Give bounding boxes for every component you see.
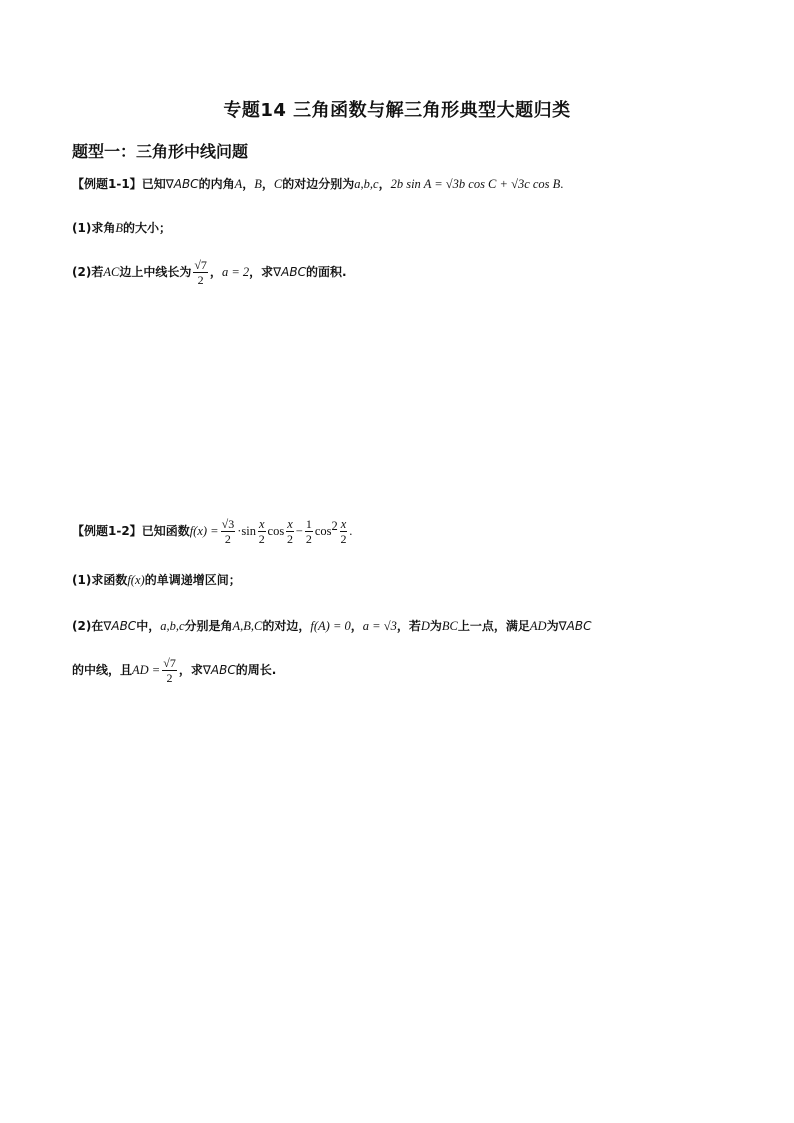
math-var: AC: [103, 265, 120, 279]
fraction-denominator: 2: [258, 532, 265, 546]
text: (1)求角: [72, 221, 116, 235]
math-var: a,b,c: [354, 177, 379, 191]
text: 的对边分别为: [282, 177, 355, 191]
text: (2)若: [72, 265, 104, 279]
text: ，: [261, 177, 274, 191]
math-var: D: [420, 619, 430, 633]
text: ，: [209, 265, 222, 279]
text: (2)在: [72, 619, 104, 633]
section-heading: 题型一：三角形中线问题: [72, 142, 249, 161]
triangle-symbol: ∇ABC: [202, 663, 236, 677]
text: 的大小；: [122, 221, 171, 235]
example-1-2-q1: [72, 570, 241, 590]
equation: f(A) = 0: [310, 619, 351, 633]
text: 分别是角: [184, 619, 233, 633]
function-expr: f(x): [127, 573, 145, 587]
math-var: B: [115, 221, 123, 235]
text: ，若: [396, 619, 421, 633]
text: 的周长.: [235, 663, 277, 677]
example-1-1-q1: [72, 218, 171, 238]
fraction: [162, 656, 177, 685]
text: 为: [429, 619, 442, 633]
fraction-numerator: √3: [221, 517, 235, 531]
fraction-denominator: 2: [166, 671, 173, 685]
example-1-2-q2-line1: [72, 616, 591, 636]
text: 的对边，: [262, 619, 311, 633]
text: 已知函数: [141, 524, 190, 538]
fraction-denominator: 2: [224, 532, 231, 546]
function-expr: f(x) =: [189, 524, 219, 538]
text: ，: [242, 177, 255, 191]
fraction: [193, 258, 208, 287]
text: ，求: [249, 265, 274, 279]
fraction-denominator: 2: [286, 532, 293, 546]
fraction: [340, 517, 348, 546]
fraction-numerator: x: [258, 517, 265, 531]
triangle-symbol: ∇ABC: [103, 619, 137, 633]
equation: a = √3: [362, 619, 397, 633]
text: 边上中线长为: [119, 265, 192, 279]
example-1-1-stem: [72, 174, 563, 194]
fraction: [221, 517, 236, 546]
math-var: B: [254, 177, 262, 191]
triangle-symbol: ∇ABC: [273, 265, 306, 279]
text: 为: [546, 619, 559, 633]
text: 的单调递增区间；: [144, 573, 241, 587]
math-var: C: [273, 177, 283, 191]
fraction-numerator: √7: [194, 258, 207, 272]
fraction-denominator: 2: [197, 273, 204, 287]
math-op: cos: [314, 524, 332, 538]
fraction: [305, 517, 313, 546]
fraction-numerator: 1: [305, 517, 312, 531]
example-tag: 【例题1-1】: [72, 177, 142, 191]
text: 已知: [141, 177, 166, 191]
equation: 2b sin A = √3b cos C + √3c cos B: [390, 177, 561, 191]
text: 的内角: [198, 177, 235, 191]
text: .: [560, 177, 564, 191]
math-op: ·sin: [237, 524, 256, 538]
page-title: 专题14 三角函数与解三角形典型大题归类: [223, 100, 571, 121]
text: 的面积.: [306, 265, 347, 279]
fraction-numerator: √7: [163, 656, 176, 670]
fraction-numerator: x: [340, 517, 347, 531]
fraction: [258, 517, 266, 546]
text: ，: [350, 619, 363, 633]
equation: AD =: [132, 663, 161, 677]
triangle-symbol: ∇ABC: [165, 177, 199, 191]
text: ，求: [178, 663, 203, 677]
math-var: A: [234, 177, 243, 191]
example-1-1-q2: [72, 258, 347, 287]
equation: a = 2: [221, 265, 250, 279]
text: (1)求函数: [72, 573, 128, 587]
text: 上一点，满足: [457, 619, 530, 633]
math-op: cos: [267, 524, 285, 538]
math-var: A,B,C: [232, 619, 263, 633]
fraction-denominator: 2: [340, 532, 347, 546]
fraction-denominator: 2: [305, 532, 312, 546]
math-var: BC: [441, 619, 458, 633]
example-1-2-q2-line2: [72, 656, 276, 685]
example-tag: 【例题1-2】: [72, 524, 142, 538]
text: 中，: [136, 619, 161, 633]
text: .: [349, 524, 353, 538]
triangle-symbol: ∇ABC: [558, 619, 592, 633]
math-var: a,b,c: [160, 619, 185, 633]
math-op: −: [295, 524, 303, 538]
text: 的中线，且: [72, 663, 133, 677]
fraction-numerator: x: [287, 517, 293, 531]
exponent: 2: [331, 519, 338, 533]
text: ，: [378, 177, 391, 191]
fraction: [286, 517, 294, 546]
example-1-2-stem: [72, 516, 352, 546]
math-var: AD: [529, 619, 547, 633]
